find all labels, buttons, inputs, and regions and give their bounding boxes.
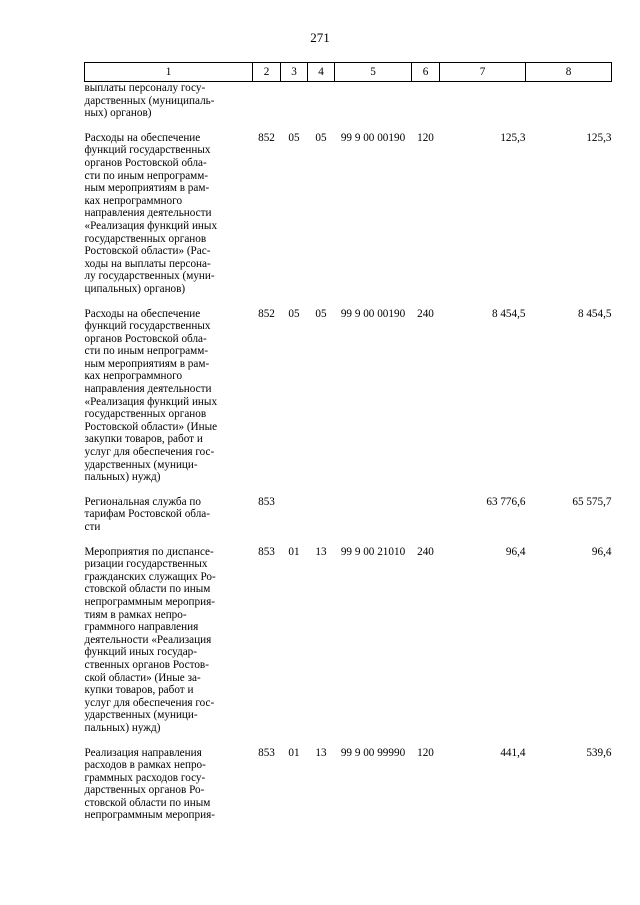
row-description bbox=[85, 296, 253, 484]
column-header: 7 bbox=[440, 63, 526, 82]
description-line: «Реализация функций иных bbox=[84, 219, 218, 232]
column-header: 4 bbox=[308, 63, 335, 82]
amount-year1-cell: 441,4 bbox=[500, 746, 526, 759]
page-number: 271 bbox=[310, 30, 330, 45]
expense-type-cell bbox=[412, 484, 440, 534]
description-line: Ростовской области» (Рас- bbox=[84, 245, 211, 258]
description-line: дарственных органов Ро- bbox=[84, 784, 205, 797]
ministry-code-cell: 852 bbox=[258, 131, 275, 144]
description-line: ственных органов Ростов- bbox=[84, 658, 209, 671]
section-code-cell: 05 bbox=[288, 131, 300, 144]
description-line: сти по иным непрограмм- bbox=[84, 169, 209, 182]
description-line: Мероприятия по диспансе- bbox=[84, 545, 214, 558]
section-code-cell: 01 bbox=[288, 746, 300, 759]
table-row bbox=[85, 82, 612, 120]
ministry-code-cell: 853 bbox=[258, 746, 275, 759]
ministry-code-cell: 852 bbox=[258, 307, 275, 320]
description-line: расходов в рамках непро- bbox=[84, 759, 206, 772]
description-line: гражданских служащих Ро- bbox=[84, 570, 216, 583]
expense-type-cell: 240 bbox=[417, 307, 434, 320]
target-article-cell: 99 9 00 00190 bbox=[340, 307, 406, 320]
expense-type-cell: 120 bbox=[417, 746, 434, 759]
target-article-cell: 99 9 00 21010 bbox=[340, 545, 406, 558]
description-line: выплаты персоналу госу- bbox=[84, 82, 206, 94]
amount-year1-cell: 8 454,5 bbox=[491, 307, 526, 320]
description-line: услуг для обеспечения гос- bbox=[84, 446, 215, 459]
description-line: граммных расходов госу- bbox=[84, 771, 206, 784]
description-line: ходы на выплаты персона- bbox=[84, 257, 211, 270]
description-line: Региональная служба по bbox=[84, 495, 201, 508]
description-line: органов Ростовской обла- bbox=[84, 332, 207, 345]
section-code-cell: 05 bbox=[288, 307, 300, 320]
description-line: сти bbox=[84, 521, 101, 533]
subsection-code-cell: 13 bbox=[315, 746, 327, 759]
subsection-code-cell bbox=[308, 484, 335, 534]
row-description bbox=[85, 82, 253, 120]
description-line: тарифам Ростовской обла- bbox=[84, 508, 210, 521]
table-row bbox=[85, 534, 612, 735]
description-line: сти по иным непрограмм- bbox=[84, 345, 209, 358]
column-header: 8 bbox=[526, 63, 612, 82]
description-line: «Реализация функций иных bbox=[84, 395, 218, 408]
section-code-cell bbox=[281, 82, 308, 120]
row-description bbox=[85, 735, 253, 823]
description-line: дарственных (муниципаль- bbox=[84, 94, 215, 107]
subsection-code-cell: 13 bbox=[315, 545, 327, 558]
description-line: ках непрограммного bbox=[84, 370, 183, 383]
description-line: Реализация направления bbox=[84, 746, 202, 759]
description-line: органов Ростовской обла- bbox=[84, 156, 207, 169]
budget-table bbox=[84, 62, 612, 822]
amount-year2-cell: 96,4 bbox=[591, 545, 612, 558]
description-line: направления деятельности bbox=[84, 207, 212, 220]
header-row bbox=[85, 63, 612, 82]
description-line: государственных органов bbox=[84, 232, 207, 245]
subsection-code-cell: 05 bbox=[315, 131, 327, 144]
description-line: функций иных государ- bbox=[84, 646, 197, 659]
description-line: функций государственных bbox=[84, 144, 211, 157]
description-line: пальных) нужд) bbox=[84, 721, 161, 734]
row-description bbox=[85, 534, 253, 735]
description-line: Расходы на обеспечение bbox=[84, 307, 201, 320]
description-line: ской области» (Иные за- bbox=[84, 671, 201, 684]
description-line: ципальных) органов) bbox=[84, 282, 186, 295]
ministry-code-cell bbox=[253, 82, 281, 120]
target-article-cell bbox=[335, 82, 412, 120]
row-description bbox=[85, 120, 253, 296]
target-article-cell: 99 9 00 00190 bbox=[340, 131, 406, 144]
target-article-cell bbox=[335, 484, 412, 534]
description-line: купки товаров, работ и bbox=[84, 684, 194, 697]
amount-year2-cell: 65 575,7 bbox=[572, 495, 612, 508]
column-header: 1 bbox=[85, 63, 253, 82]
description-line: лу государственных (муни- bbox=[84, 270, 215, 283]
column-header: 2 bbox=[253, 63, 281, 82]
amount-year2-cell: 125,3 bbox=[586, 131, 612, 144]
amount-year1-cell: 63 776,6 bbox=[486, 495, 526, 508]
expense-type-cell: 240 bbox=[417, 545, 434, 558]
description-line: деятельности «Реализация bbox=[84, 633, 212, 646]
subsection-code-cell: 05 bbox=[315, 307, 327, 320]
column-header: 3 bbox=[281, 63, 308, 82]
subsection-code-cell bbox=[308, 82, 335, 120]
description-line: ным мероприятиям в рам- bbox=[84, 357, 210, 370]
table-row bbox=[85, 120, 612, 296]
row-description bbox=[85, 484, 253, 534]
column-header: 5 bbox=[335, 63, 412, 82]
amount-year1-cell: 125,3 bbox=[500, 131, 526, 144]
target-article-cell: 99 9 00 99990 bbox=[340, 746, 406, 759]
description-line: ризации государственных bbox=[84, 558, 208, 571]
description-line: ударственных (муници- bbox=[84, 458, 198, 471]
table-row bbox=[85, 296, 612, 484]
column-header: 6 bbox=[412, 63, 440, 82]
description-line: непрограммным мероприя- bbox=[84, 595, 215, 608]
description-line: Ростовской области» (Иные bbox=[84, 420, 218, 433]
description-line: функций государственных bbox=[84, 320, 211, 333]
amount-year1-cell: 96,4 bbox=[505, 545, 526, 558]
amount-year2-cell bbox=[526, 82, 612, 120]
description-line: закупки товаров, работ и bbox=[84, 433, 203, 446]
expense-type-cell bbox=[412, 82, 440, 120]
section-code-cell bbox=[281, 484, 308, 534]
table-row bbox=[85, 484, 612, 534]
table-row bbox=[85, 735, 612, 823]
description-line: стовской области по иным bbox=[84, 796, 211, 809]
amount-year2-cell: 8 454,5 bbox=[577, 307, 612, 320]
section-code-cell: 01 bbox=[288, 545, 300, 558]
description-line: ных) органов) bbox=[84, 107, 152, 120]
amount-year1-cell bbox=[440, 82, 526, 120]
description-line: услуг для обеспечения гос- bbox=[84, 696, 215, 709]
description-line: ным мероприятиям в рам- bbox=[84, 182, 210, 195]
expense-type-cell: 120 bbox=[417, 131, 434, 144]
description-line: государственных органов bbox=[84, 408, 207, 421]
description-line: Расходы на обеспечение bbox=[84, 131, 201, 144]
description-line: непрограммным мероприя- bbox=[84, 809, 215, 822]
ministry-code-cell: 853 bbox=[258, 495, 275, 508]
description-line: тиям в рамках непро- bbox=[84, 608, 187, 621]
description-line: стовской области по иным bbox=[84, 583, 211, 596]
description-line: пальных) нужд) bbox=[84, 471, 161, 484]
ministry-code-cell: 853 bbox=[258, 545, 275, 558]
description-line: ках непрограммного bbox=[84, 194, 183, 207]
amount-year2-cell: 539,6 bbox=[586, 746, 612, 759]
description-line: ударственных (муници- bbox=[84, 709, 198, 722]
description-line: граммного направления bbox=[84, 621, 199, 634]
description-line: направления деятельности bbox=[84, 383, 212, 396]
